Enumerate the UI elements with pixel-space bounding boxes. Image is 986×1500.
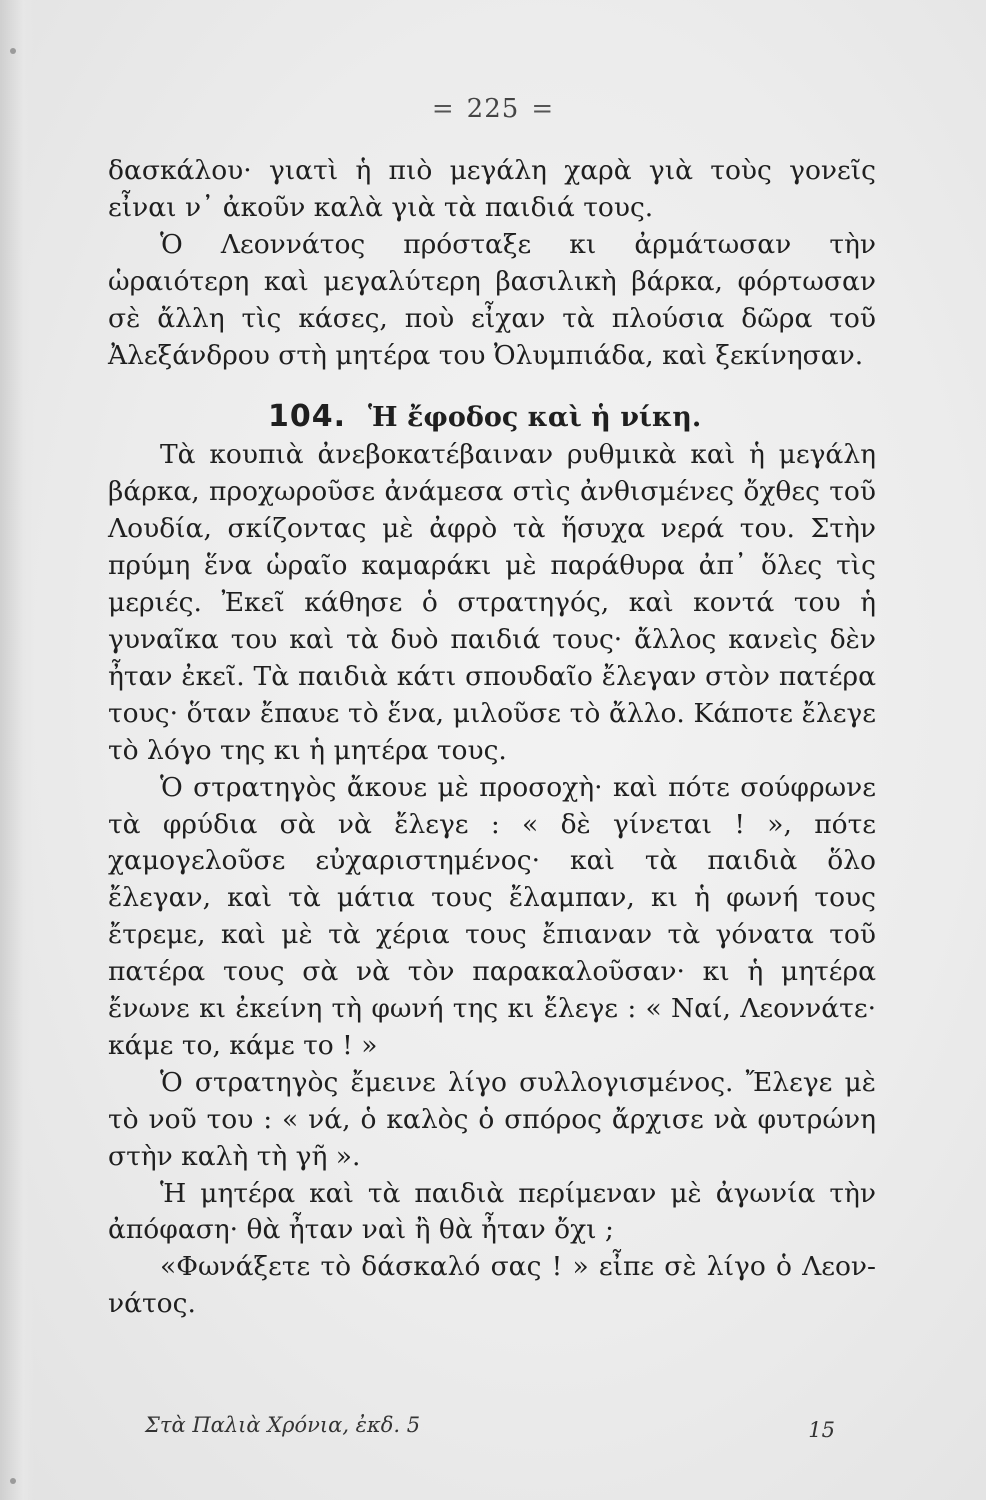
footer-sheet-number: 15 bbox=[808, 1418, 835, 1442]
page-number-rule-right: = bbox=[531, 94, 555, 124]
section-title: Ἡ ἔφοδος καὶ ἡ νίκη. bbox=[368, 402, 702, 434]
paragraph: «Φωνάξετε τὸ δάσκαλό σας ! » εἶπε σὲ λίγο ὁ Λεοννάτος. bbox=[108, 1251, 876, 1320]
section-heading bbox=[108, 397, 876, 437]
page-number-header bbox=[0, 94, 986, 124]
page-left-edge-shadow bbox=[0, 0, 34, 1500]
page-number-rule-left: = bbox=[431, 94, 455, 124]
page-footer bbox=[145, 1398, 835, 1442]
paragraph: Ὁ στρατηγὸς ἔμεινε λίγο συλλογισμένος. Ἔλεγε μὲ τὸ νοῦ του : « νά, ὁ καλὸς ὁ σπόρος ἄρχισε νὰ φυτρώνη στὴν καλὴ τὴ γῆ ». bbox=[108, 1066, 876, 1172]
paragraph: Ὁ Λεοννάτος πρόσταξε κι ἀρμάτωσαν τὴν ὡραιότερη καὶ μεγαλύτερη βασιλικὴ βάρκα, φόρτωσαν σὲ ἄλλη τὶς κάσες, ποὺ εἶχαν τὰ πλούσια δῶρα τοῦ Ἀλεξάνδρου στὴ μητέρα του Ὀλυμπιάδα, καὶ ξεκίνησαν. bbox=[108, 228, 876, 371]
paragraph-continuation: δασκάλου· γιατὶ ἡ πιὸ μεγάλη χαρὰ γιὰ τοὺς γονεῖς εἶναι ν᾿ ἀκοῦν καλὰ γιὰ τὰ παιδιά τους. bbox=[108, 155, 876, 223]
paragraph: Ἡ μητέρα καὶ τὰ παιδιὰ περίμεναν μὲ ἀγωνία τὴν ἀπόφαση· θὰ ἦταν ναὶ ἢ θὰ ἦταν ὄχι ; bbox=[108, 1177, 876, 1246]
section-number: 104. bbox=[268, 399, 347, 435]
paragraph: Τὰ κουπιὰ ἀνεβοκατέβαιναν ρυθμικὰ καὶ ἡ μεγάλη βάρκα, προχωροῦσε ἀνάμεσα στὶς ἀνθισμένες ὄχθες τοῦ Λουδία, σκίζοντας μὲ ἀφρὸ τὰ ἥσυχα νερά του. Στὴν πρύμη ἕνα ὡραῖο καμαράκι μὲ παράθυρα ἀπ᾿ ὅλες τὶς μεριές. Ἐκεῖ κάθησε ὁ στρατηγός, καὶ κοντά του ἡ γυναῖκα του καὶ τὰ δυὸ παιδιά τους· ἄλλος κανεὶς δὲν ἦταν ἐκεῖ. Τὰ παιδιὰ κάτι σπουδαῖο ἔλεγαν στὸν πατέρα τους· ὅταν ἔπαυε τὸ ἕνα, μιλοῦσε τὸ ἄλλο. Κάποτε ἔλεγε τὸ λόγο της κι ἡ μητέρα τους. bbox=[108, 439, 876, 766]
paragraph: Ὁ στρατηγὸς ἄκουε μὲ προσοχὴ· καὶ πότε σούφρωνε τὰ φρύδια σὰ νὰ ἔλεγε : « δὲ γίνεται ! », πότε χαμογελοῦσε εὐχαριστημένος· καὶ τὰ παιδιὰ ὅλο ἔλεγαν, καὶ τὰ μάτια τους ἔλαμπαν, κι ἡ φωνή τους ἔτρεμε, καὶ μὲ τὰ χέρια τους ἔπιαναν τὰ γόνατα τοῦ πατέρα τους σὰ νὰ τὸν παρακαλοῦσαν· κι ἡ μητέρα ἔνωνε κι ἐκείνη τὴ φωνή της κι ἔλεγε : « Ναί, Λεοννάτε· κάμε το, κάμε το ! » bbox=[108, 771, 876, 1061]
page-number: 225 bbox=[466, 94, 520, 124]
binding-mark bbox=[10, 1478, 16, 1484]
body-text bbox=[108, 153, 876, 1323]
footer-signature: Στὰ Παλιὰ Χρόνια, ἐκδ. 5 bbox=[145, 1413, 421, 1437]
binding-mark bbox=[10, 48, 16, 54]
